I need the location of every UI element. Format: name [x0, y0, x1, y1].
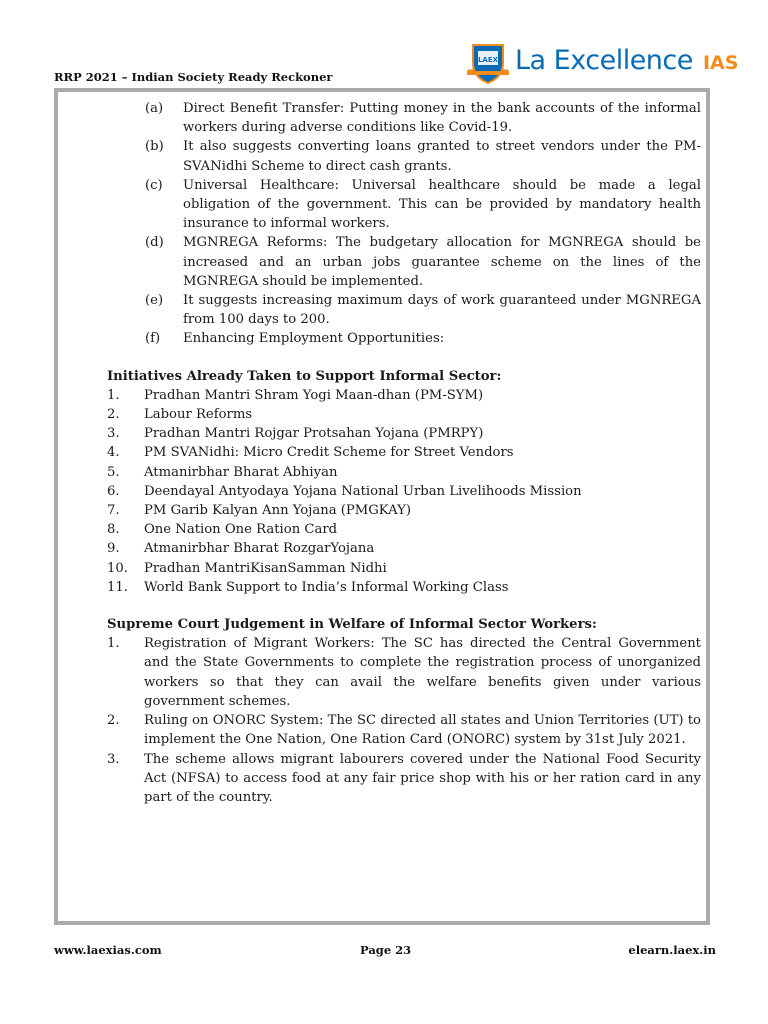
section-heading: Initiatives Already Taken to Support Informal Sector: — [107, 368, 502, 384]
item-marker: 6. — [107, 483, 120, 499]
page-number: Page 23 — [360, 943, 412, 957]
shield-logo-icon — [465, 41, 511, 85]
brand-logo — [465, 41, 739, 85]
page-content — [107, 99, 701, 807]
logo-text: La Excellence — [515, 45, 693, 76]
item-marker: 11. — [107, 579, 128, 595]
item-marker: 3. — [107, 426, 120, 442]
list-item — [107, 711, 701, 749]
item-marker: 4. — [107, 445, 120, 461]
item-text: Universal Healthcare: Universal healthcare should be made a legal obligation of the government. This can be provided by mandatory health insurance to informal workers. — [183, 177, 701, 232]
list-item — [107, 482, 701, 501]
item-text: Ruling on ONORC System: The SC directed all states and Union Territories (UT) to implement the One Nation, One Ration Card (ONORC) system by 31st July 2021. — [144, 713, 701, 748]
item-marker: 3. — [107, 751, 120, 767]
list-item — [107, 329, 701, 348]
item-text: Atmanirbhar Bharat Abhiyan — [144, 464, 338, 480]
footer-elearn-link[interactable]: elearn.laex.in — [628, 943, 716, 957]
item-marker: (d) — [145, 235, 164, 251]
list-item — [107, 176, 701, 234]
item-text: Direct Benefit Transfer: Putting money in the bank accounts of the informal workers during adverse conditions like Covid-19. — [183, 101, 701, 136]
header-title: RRP 2021 – Indian Society Ready Reckoner — [54, 70, 333, 84]
section-heading: Supreme Court Judgement in Welfare of Informal Sector Workers: — [107, 617, 597, 633]
item-marker: 2. — [107, 407, 120, 423]
item-marker: (b) — [145, 139, 164, 155]
item-marker: 8. — [107, 522, 120, 538]
item-text: PM SVANidhi: Micro Credit Scheme for Street Vendors — [144, 445, 514, 461]
item-marker: (a) — [145, 101, 164, 116]
list-item — [107, 291, 701, 329]
item-marker: (c) — [145, 177, 163, 193]
item-text: Pradhan MantriKisanSamman Nidhi — [144, 560, 387, 576]
list-item — [107, 405, 701, 424]
item-text: Enhancing Employment Opportunities: — [183, 331, 445, 347]
logo-suffix: IAS — [702, 52, 739, 74]
list-item — [107, 443, 701, 462]
footer-website-link[interactable]: www.laexias.com — [54, 943, 162, 957]
recommendations-list — [107, 99, 701, 349]
list-item — [107, 539, 701, 558]
item-marker: (f) — [145, 331, 161, 347]
list-item — [107, 520, 701, 539]
list-item — [107, 424, 701, 443]
list-item — [107, 634, 701, 711]
list-item — [107, 578, 701, 597]
list-item — [107, 559, 701, 578]
list-item — [107, 233, 701, 291]
logo-wordmark — [515, 45, 738, 76]
item-text: MGNREGA Reforms: The budgetary allocation for MGNREGA should be increased and an urban jobs guarantee scheme on the lines of the MGNREGA should be implemented. — [183, 235, 701, 289]
list-item — [107, 137, 701, 175]
item-text: The scheme allows migrant labourers covered under the National Food Security Act (NFSA) to access food at any fair price shop with his or her ration card in any part of the country. — [144, 751, 701, 805]
item-text: Atmanirbhar Bharat RozgarYojana — [144, 541, 375, 557]
list-item — [107, 501, 701, 520]
list-item — [107, 99, 701, 137]
item-text: It suggests increasing maximum days of work guaranteed under MGNREGA from 100 days to 200. — [183, 293, 701, 328]
judgement-list — [107, 634, 701, 807]
item-marker: 9. — [107, 541, 120, 557]
item-text: Deendayal Antyodaya Yojana National Urban Livelihoods Mission — [144, 483, 582, 499]
item-marker: 2. — [107, 713, 120, 729]
item-text: Pradhan Mantri Rojgar Protsahan Yojana (PMRPY) — [144, 426, 484, 442]
item-text: PM Garib Kalyan Ann Yojana (PMGKAY) — [144, 503, 411, 519]
initiatives-list — [107, 386, 701, 597]
list-item — [107, 463, 701, 482]
item-text: Pradhan Mantri Shram Yogi Maan-dhan (PM-SYM) — [144, 387, 484, 403]
item-text: Registration of Migrant Workers: The SC has directed the Central Government and the State Governments to complete the registration process of unorganized workers so that they can avail the welfare benefits given under various government schemes. — [144, 636, 701, 709]
item-text: It also suggests converting loans granted to street vendors under the PM-SVANidhi Scheme to direct cash grants. — [183, 139, 701, 174]
item-marker: (e) — [145, 293, 164, 309]
item-marker: 1. — [107, 636, 120, 652]
item-marker: 1. — [107, 387, 120, 403]
item-text: World Bank Support to India’s Informal Working Class — [144, 579, 509, 595]
item-text: One Nation One Ration Card — [144, 522, 338, 538]
item-marker: 10. — [107, 560, 128, 576]
list-item — [107, 750, 701, 808]
item-marker: 5. — [107, 464, 120, 480]
logo-badge-text: LAEX — [477, 56, 499, 64]
list-item — [107, 386, 701, 405]
item-marker: 7. — [107, 503, 120, 519]
item-text: Labour Reforms — [144, 407, 253, 423]
